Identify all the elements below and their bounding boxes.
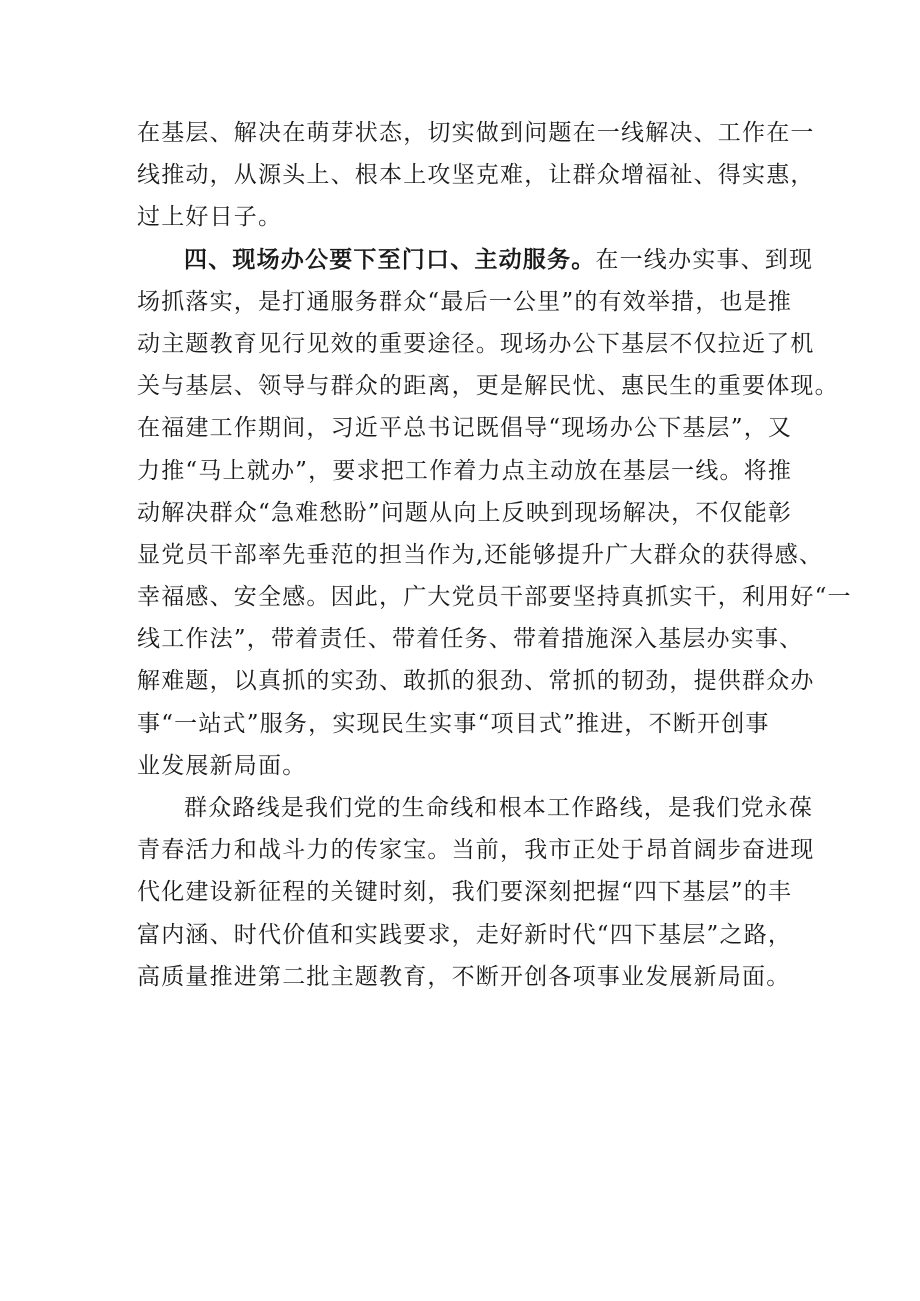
text-line: 动主题教育见行见效的重要途径。现场办公下基层不仅拉近了机 xyxy=(137,330,815,357)
text-line: 在一线办实事、到现 xyxy=(595,246,814,273)
text-line: 业发展新局面。 xyxy=(137,752,307,779)
text-line: 显党员干部率先垂范的担当作为,还能够提升广大群众的获得感、 xyxy=(137,541,824,568)
text-line: 力推“马上就办”，要求把工作着力点主动放在基层一线。将推 xyxy=(137,457,793,484)
text-line: 过上好日子。 xyxy=(137,204,283,231)
text-line: 动解决群众“急难愁盼”问题从向上反映到现场解决，不仅能彰 xyxy=(137,499,793,526)
text-line: 富内涵、时代价值和实践要求，走好新时代“四下基层”之路， xyxy=(137,921,793,948)
text-line: 事“一站式”服务，实现民生实事“项目式”推进，不断开创事 xyxy=(137,710,770,737)
text-line: 解难题，以真抓的实劲、敢抓的狠劲、常抓的韧劲，提供群众办 xyxy=(137,668,815,695)
text-line: 线工作法”，带着责任、带着任务、带着措施深入基层办实事、 xyxy=(137,626,804,653)
text-line: 高质量推进第二批主题教育，不断开创各项事业发展新局面。 xyxy=(137,963,791,990)
text-line: 群众路线是我们党的生命线和根本工作路线，是我们党永葆 xyxy=(184,795,814,821)
text-line: 场抓落实，是打通服务群众“最后一公里”的有效举措，也是推 xyxy=(137,288,793,315)
text-line: 在福建工作期间，习近平总书记既倡导“现场办公下基层”，又 xyxy=(137,415,793,442)
text-line: 线推动，从源头上、根本上攻坚克难，让群众增福祉、得实惠， xyxy=(137,162,815,189)
text-line: 关与基层、领导与群众的距离，更是解民忧、惠民生的重要体现。 xyxy=(137,373,839,400)
section-four-first-line xyxy=(137,239,814,281)
section-four-heading: 四、现场办公要下至门口、主动服务。 xyxy=(184,245,596,273)
document-body xyxy=(137,112,852,998)
text-line: 在基层、解决在萌芽状态，切实做到问题在一线解决、工作在一 xyxy=(137,120,815,146)
text-line: 幸福感、安全感。因此，广大党员干部要坚持真抓实干，利用好“一 xyxy=(137,584,852,611)
text-line: 青春活力和战斗力的传家宝。当前，我市正处于昂首阔步奋进现 xyxy=(137,837,815,864)
text-line: 代化建设新征程的关键时刻，我们要深刻把握“四下基层”的丰 xyxy=(137,879,793,906)
